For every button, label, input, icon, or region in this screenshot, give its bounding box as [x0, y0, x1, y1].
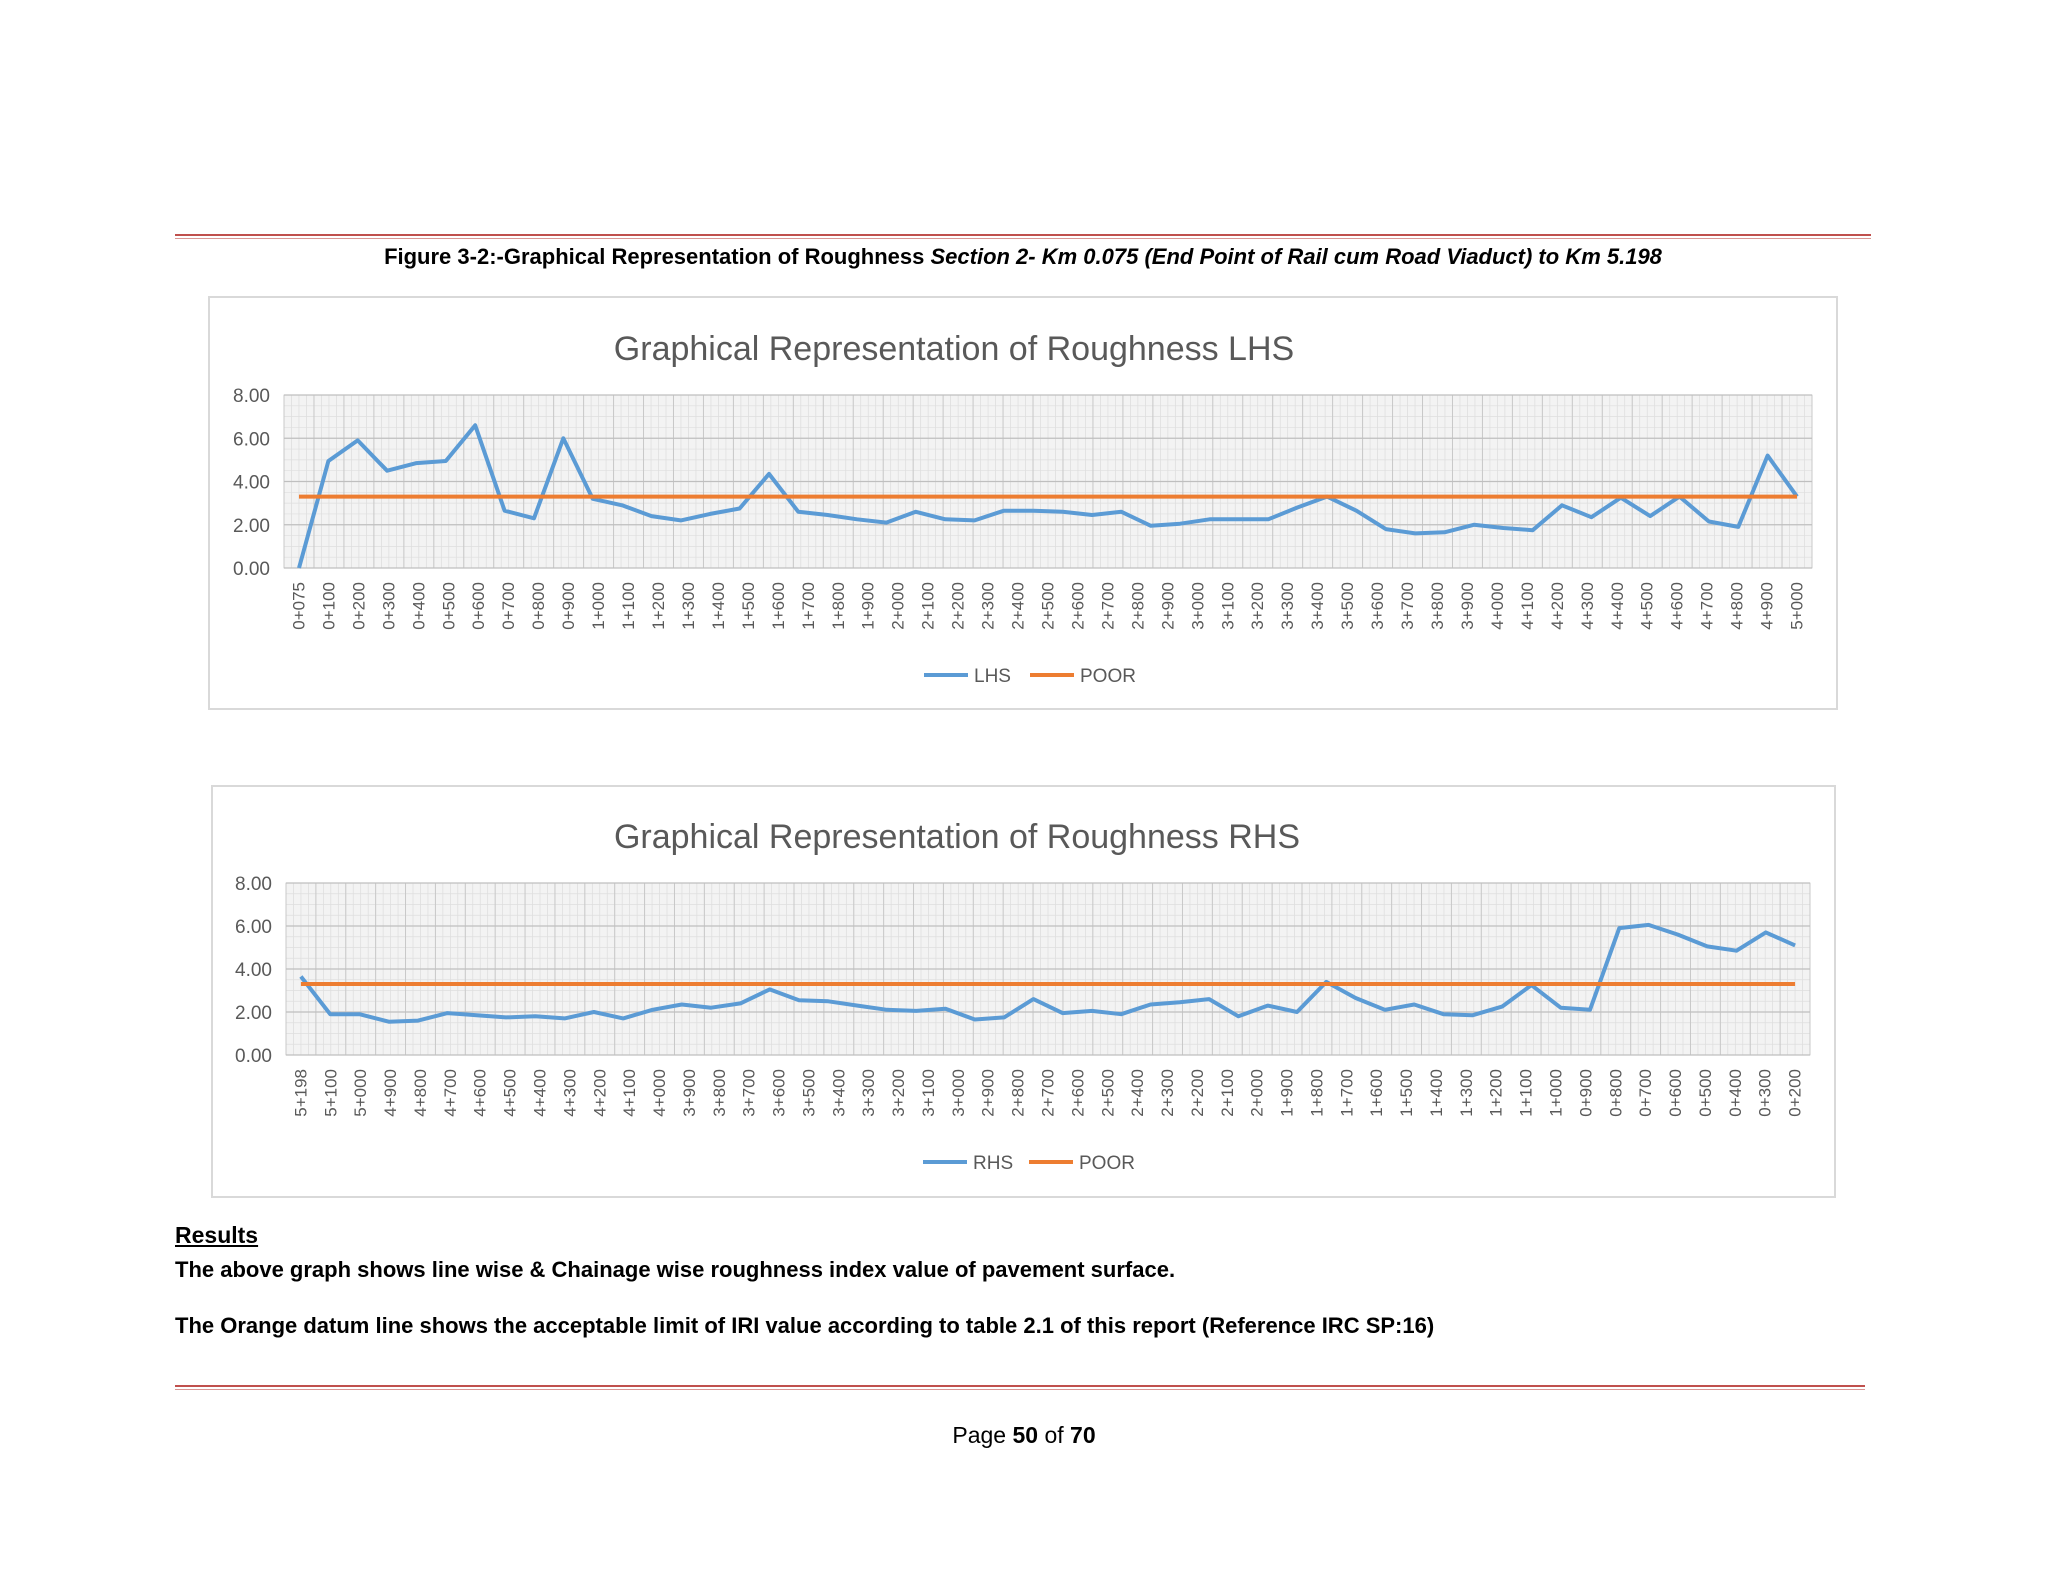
chart-rhs-x-tick-label: 0+300 [1755, 1069, 1775, 1117]
chart-lhs-x-tick-label: 3+700 [1398, 582, 1418, 630]
top-rule [175, 234, 1871, 236]
chart-rhs-x-tick-label: 4+900 [381, 1069, 401, 1117]
chart-lhs-x-tick-label: 3+100 [1218, 581, 1238, 630]
chart-rhs-x-tick-label: 3+600 [769, 1069, 789, 1117]
chart-rhs-x-tick-label: 1+600 [1367, 1069, 1387, 1117]
chart-lhs-x-tick-label: 2+000 [888, 582, 908, 630]
chart-rhs-x-tick-label: 0+500 [1695, 1069, 1715, 1117]
chart-lhs-y-tick-label: 8.00 [233, 386, 270, 407]
chart-rhs [211, 785, 1836, 1198]
chart-rhs-x-tick-label: 0+700 [1636, 1069, 1656, 1117]
chart-lhs-x-tick-label: 1+900 [858, 582, 878, 630]
chart-rhs-x-tick-label: 2+500 [1098, 1069, 1118, 1117]
chart-lhs-x-tick-label: 0+200 [349, 582, 369, 630]
chart-lhs-x-tick-label: 2+800 [1128, 582, 1148, 630]
chart-lhs-title: Graphical Representation of Roughness LHS [613, 330, 1295, 368]
chart-lhs-x-tick-label: 2+200 [948, 582, 968, 630]
chart-rhs-x-tick-label: 4+700 [440, 1069, 460, 1117]
chart-lhs-x-tick-label: 3+300 [1278, 582, 1298, 630]
bottom-rule [175, 1385, 1865, 1387]
chart-rhs-x-tick-label: 4+500 [500, 1069, 520, 1117]
chart-rhs-x-tick-label: 3+300 [859, 1069, 879, 1117]
chart-rhs-x-tick-label: 2+400 [1128, 1069, 1148, 1117]
chart-rhs-x-tick-label: 2+800 [1008, 1069, 1028, 1117]
chart-rhs-y-tick-label: 8.00 [235, 874, 272, 895]
chart-rhs-x-tick-label: 2+000 [1247, 1069, 1267, 1117]
chart-rhs-y-tick-label: 6.00 [235, 917, 272, 938]
chart-lhs-x-tick-label: 0+075 [289, 582, 309, 630]
chart-rhs-svg [213, 787, 1834, 1196]
chart-lhs-x-tick-label: 5+000 [1787, 582, 1807, 630]
chart-rhs-x-tick-label: 3+000 [948, 1069, 968, 1117]
chart-lhs-x-tick-label: 0+600 [469, 582, 489, 630]
chart-rhs-x-tick-label: 5+000 [351, 1069, 371, 1117]
chart-rhs-x-tick-label: 3+100 [918, 1069, 938, 1117]
chart-rhs-x-tick-label: 4+100 [620, 1069, 640, 1117]
chart-rhs-x-tick-label: 5+198 [291, 1069, 311, 1117]
chart-lhs-x-tick-label: 4+900 [1757, 582, 1777, 630]
chart-lhs-x-tick-label: 1+600 [768, 582, 788, 630]
chart-rhs-x-tick-label: 3+200 [889, 1069, 909, 1117]
chart-rhs-y-tick-label: 2.00 [235, 1003, 272, 1024]
chart-lhs [208, 296, 1838, 710]
chart-rhs-x-tick-label: 1+300 [1456, 1069, 1476, 1117]
page-footer [0, 1422, 2048, 1449]
chart-lhs-x-tick-label: 1+000 [589, 582, 609, 630]
chart-lhs-x-tick-label: 1+100 [619, 582, 639, 630]
chart-lhs-x-tick-label: 1+400 [708, 582, 728, 630]
chart-lhs-x-tick-label: 0+100 [319, 582, 339, 630]
chart-lhs-x-tick-label: 4+600 [1667, 582, 1687, 630]
figure-caption-italic: Section 2- Km 0.075 (End Point of Rail cum Road Viaduct) to Km 5.198 [930, 244, 1662, 269]
chart-rhs-x-tick-label: 0+600 [1666, 1069, 1686, 1117]
chart-rhs-x-tick-label: 4+600 [470, 1069, 490, 1117]
chart-lhs-svg [210, 298, 1836, 708]
chart-lhs-x-tick-label: 3+400 [1308, 582, 1328, 630]
chart-lhs-x-tick-label: 4+800 [1727, 582, 1747, 630]
chart-rhs-x-tick-label: 1+500 [1397, 1069, 1417, 1117]
chart-rhs-x-tick-label: 2+700 [1038, 1069, 1058, 1117]
chart-rhs-x-tick-label: 2+600 [1068, 1069, 1088, 1117]
chart-lhs-x-tick-label: 1+300 [678, 582, 698, 630]
chart-lhs-x-tick-label: 1+500 [738, 582, 758, 630]
chart-rhs-legend-label-poor: POOR [1079, 1153, 1135, 1174]
chart-rhs-x-tick-label: 2+100 [1217, 1069, 1237, 1117]
chart-lhs-x-tick-label: 0+300 [379, 582, 399, 630]
results-line-2: The Orange datum line shows the acceptable limit of IRI value according to table 2.1 of this report (Reference IRC SP:16) [175, 1313, 1435, 1338]
chart-lhs-x-tick-label: 0+700 [499, 582, 519, 630]
chart-rhs-x-tick-label: 3+700 [739, 1069, 759, 1117]
chart-lhs-x-tick-label: 2+300 [978, 582, 998, 630]
chart-rhs-x-tick-label: 1+000 [1546, 1069, 1566, 1117]
top-rule-secondary [175, 238, 1871, 239]
chart-lhs-x-tick-label: 4+500 [1637, 582, 1657, 630]
chart-lhs-x-tick-label: 0+800 [529, 582, 549, 630]
chart-lhs-x-tick-label: 2+400 [1008, 582, 1028, 630]
chart-lhs-x-tick-label: 2+700 [1098, 582, 1118, 630]
chart-lhs-legend-label-poor: POOR [1080, 666, 1136, 687]
chart-rhs-x-tick-label: 4+300 [560, 1069, 580, 1117]
chart-rhs-x-tick-label: 0+800 [1606, 1069, 1626, 1117]
chart-rhs-x-tick-label: 2+300 [1158, 1069, 1178, 1117]
footer-current-page: 50 [1012, 1422, 1039, 1448]
bottom-rule-secondary [175, 1389, 1865, 1390]
chart-rhs-x-tick-label: 0+400 [1725, 1069, 1745, 1117]
chart-lhs-x-tick-label: 0+900 [559, 582, 579, 630]
chart-rhs-x-tick-label: 3+900 [679, 1069, 699, 1117]
chart-lhs-x-tick-label: 3+800 [1427, 582, 1447, 630]
chart-lhs-x-tick-label: 3+000 [1188, 582, 1208, 630]
figure-caption-bold: Figure 3-2:-Graphical Representation of Roughness [384, 244, 931, 269]
chart-lhs-y-tick-label: 6.00 [233, 429, 270, 451]
chart-lhs-x-tick-label: 4+100 [1517, 582, 1537, 630]
chart-rhs-x-tick-label: 1+400 [1426, 1069, 1446, 1117]
footer-middle: of [1038, 1422, 1071, 1448]
chart-rhs-x-tick-label: 1+800 [1307, 1069, 1327, 1117]
chart-rhs-x-tick-label: 4+200 [590, 1069, 610, 1117]
chart-lhs-x-tick-label: 4+300 [1577, 582, 1597, 630]
chart-rhs-y-tick-label: 0.00 [235, 1046, 272, 1067]
chart-lhs-x-tick-label: 2+500 [1038, 582, 1058, 630]
chart-lhs-x-tick-label: 3+900 [1457, 582, 1477, 630]
results-heading: Results [175, 1222, 259, 1248]
chart-lhs-x-tick-label: 3+200 [1248, 582, 1268, 630]
chart-rhs-x-tick-label: 0+900 [1576, 1069, 1596, 1117]
chart-lhs-legend-label-lhs: LHS [974, 666, 1011, 687]
chart-rhs-x-tick-label: 1+100 [1516, 1069, 1536, 1117]
footer-total-pages: 70 [1070, 1422, 1096, 1448]
results-line-1: The above graph shows line wise & Chainage wise roughness index value of pavement surface. [175, 1257, 1176, 1282]
chart-rhs-x-tick-label: 4+400 [530, 1069, 550, 1117]
chart-rhs-x-tick-label: 3+800 [709, 1069, 729, 1117]
chart-lhs-x-tick-label: 4+000 [1487, 582, 1507, 630]
chart-lhs-y-tick-label: 2.00 [233, 515, 270, 537]
chart-lhs-x-tick-label: 0+500 [439, 582, 459, 630]
chart-lhs-x-tick-label: 0+400 [409, 582, 429, 630]
chart-lhs-x-tick-label: 1+200 [649, 582, 669, 630]
chart-lhs-x-tick-label: 1+700 [798, 582, 818, 630]
chart-rhs-x-tick-label: 0+200 [1785, 1069, 1805, 1117]
chart-lhs-x-tick-label: 2+900 [1158, 582, 1178, 630]
chart-rhs-x-tick-label: 3+400 [829, 1069, 849, 1117]
footer-prefix: Page [952, 1422, 1013, 1448]
chart-lhs-x-tick-label: 3+500 [1338, 582, 1358, 630]
chart-lhs-x-tick-label: 4+400 [1607, 582, 1627, 630]
chart-lhs-x-tick-label: 4+700 [1697, 582, 1717, 630]
chart-lhs-x-tick-label: 2+600 [1068, 582, 1088, 630]
chart-lhs-y-tick-label: 4.00 [233, 472, 270, 494]
chart-lhs-x-tick-label: 4+200 [1547, 582, 1567, 630]
chart-lhs-x-tick-label: 3+600 [1368, 582, 1388, 630]
chart-rhs-x-tick-label: 4+800 [410, 1069, 430, 1117]
chart-rhs-title: Graphical Representation of Roughness RHS [613, 818, 1301, 856]
chart-rhs-x-tick-label: 1+700 [1337, 1069, 1357, 1117]
chart-lhs-x-tick-label: 1+800 [828, 582, 848, 630]
chart-lhs-y-tick-label: 0.00 [233, 559, 270, 580]
chart-rhs-x-tick-label: 1+900 [1277, 1069, 1297, 1117]
chart-rhs-x-tick-label: 2+200 [1187, 1069, 1207, 1117]
chart-rhs-x-tick-label: 4+000 [650, 1069, 670, 1117]
chart-lhs-x-tick-label: 2+100 [918, 582, 938, 630]
chart-rhs-x-tick-label: 5+100 [321, 1069, 341, 1117]
chart-rhs-legend-label-rhs: RHS [973, 1153, 1014, 1174]
figure-caption [175, 244, 1871, 270]
chart-rhs-x-tick-label: 3+500 [799, 1069, 819, 1117]
chart-rhs-x-tick-label: 1+200 [1486, 1069, 1506, 1117]
chart-rhs-x-tick-label: 2+900 [978, 1069, 998, 1117]
chart-rhs-y-tick-label: 4.00 [235, 960, 272, 981]
